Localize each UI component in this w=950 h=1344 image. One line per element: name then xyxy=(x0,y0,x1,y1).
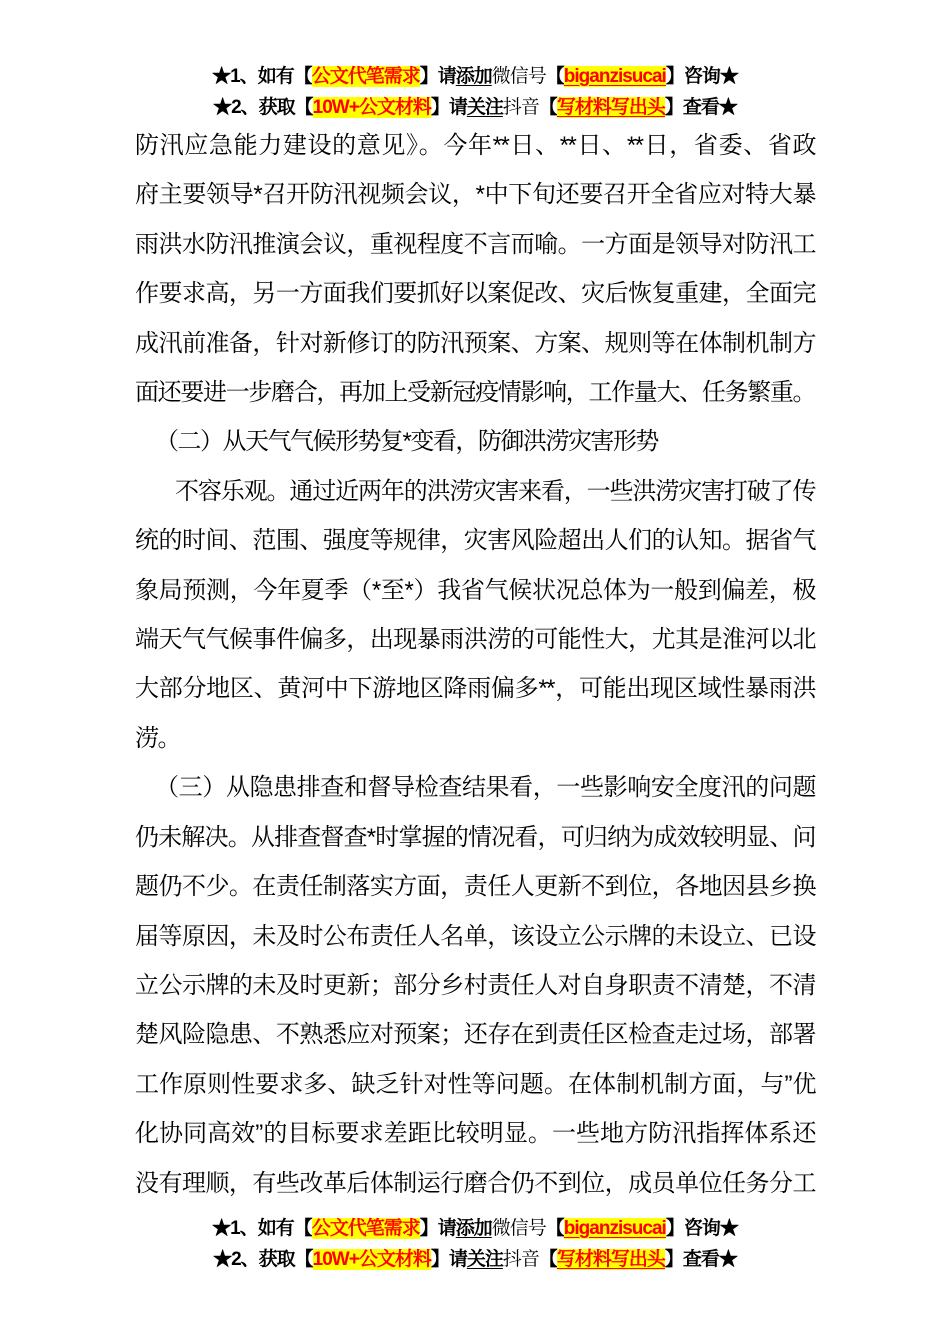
body-line: 题仍不少。在责任制落实方面，责任人更新不到位，各地因县乡换 xyxy=(135,873,815,901)
promo-header-line-2 xyxy=(0,92,950,123)
promo-underline-add: 添加 xyxy=(455,1218,492,1239)
promo-header-line-1 xyxy=(0,61,950,92)
promo-douyin-id: 写材料写出头 xyxy=(556,1249,665,1270)
body-line: 防汛应急能力建设的意见》。今年**日、**日、**日，省委、省政 xyxy=(135,132,815,159)
promo-douyin-label: 抖音 xyxy=(502,97,539,118)
promo-prefix: ★2、获取【 xyxy=(213,97,313,118)
promo-mid: 】请 xyxy=(430,1249,467,1270)
promo-suffix: 】咨询★ xyxy=(665,66,738,87)
promo-prefix: ★2、获取【 xyxy=(213,1249,313,1270)
promo-bracket: 【 xyxy=(545,66,564,87)
promo-mid: 】请 xyxy=(419,66,456,87)
body-line: 楚风险隐患、不熟悉应对预案；还存在到责任区检查走过场，部署 xyxy=(135,1021,815,1049)
body-line: 雨洪水防汛推演会议，重视程度不言而喻。一方面是领导对防汛工 xyxy=(135,230,815,258)
promo-wechat-label: 微信号 xyxy=(491,1218,546,1239)
promo-footer xyxy=(0,1213,950,1275)
promo-header xyxy=(0,61,950,123)
promo-suffix: 】咨询★ xyxy=(665,1218,738,1239)
body-line: 涝。 xyxy=(135,724,180,752)
body-line: 象局预测，今年夏季（*至*）我省气候状况总体为一般到偏差，极 xyxy=(135,576,815,604)
promo-prefix: ★1、如有【 xyxy=(212,1218,312,1239)
body-line: 工作原则性要求多、缺乏针对性等问题。在体制机制方面，与”优 xyxy=(135,1070,815,1098)
body-line-section-3-heading: （三）从隐患排查和督导检查结果看，一些影响安全度汛的问题 xyxy=(155,774,815,802)
promo-footer-line-2 xyxy=(0,1244,950,1275)
promo-mid: 】请 xyxy=(430,97,467,118)
body-line: 统的时间、范围、强度等规律，灾害风险超出人们的认知。据省气 xyxy=(135,527,815,555)
body-line: 面还要进一步磨合，再加上受新冠疫情影响，工作量大、任务繁重。 xyxy=(135,379,815,407)
body-line: 端天气气候事件偏多，出现暴雨洪涝的可能性大，尤其是淮河以北 xyxy=(135,626,815,654)
body-line: 立公示牌的未及时更新；部分乡村责任人对自身职责不清楚，不清 xyxy=(135,971,815,999)
promo-underline-add: 添加 xyxy=(455,66,492,87)
promo-mid: 】请 xyxy=(419,1218,456,1239)
body-line: 成汛前准备，针对新修订的防汛预案、方案、规则等在体制机制方 xyxy=(135,329,815,357)
promo-bracket: 【 xyxy=(538,1249,557,1270)
promo-highlight-materials: 10W+公文材料 xyxy=(312,97,431,118)
body-line: 仍未解决。从排查督查*时掌握的情况看，可归纳为成效较明显、问 xyxy=(135,823,815,851)
document-body xyxy=(135,121,815,1208)
promo-underline-follow: 关注 xyxy=(466,1249,503,1270)
body-line: 不容乐观。通过近两年的洪涝灾害来看，一些洪涝灾害打破了传 xyxy=(175,477,815,505)
promo-prefix: ★1、如有【 xyxy=(212,66,312,87)
body-line: 作要求高，另一方面我们要抓好以案促改、灾后恢复重建，全面完 xyxy=(135,280,815,308)
promo-footer-line-1 xyxy=(0,1213,950,1244)
promo-highlight-service: 公文代笔需求 xyxy=(311,66,420,87)
promo-bracket: 【 xyxy=(538,97,557,118)
promo-douyin-label: 抖音 xyxy=(502,1249,539,1270)
body-line: 没有理顺，有些改革后体制运行磨合仍不到位，成员单位任务分工 xyxy=(135,1169,815,1197)
promo-wechat-id: biganzisucai xyxy=(563,1218,666,1239)
promo-bracket: 【 xyxy=(545,1218,564,1239)
promo-wechat-id: biganzisucai xyxy=(563,66,666,87)
body-line-section-2-heading: （二）从天气气候形势复*变看，防御洪涝灾害形势 xyxy=(155,428,658,456)
body-line: 府主要领导*召开防汛视频会议，*中下旬还要召开全省应对特大暴 xyxy=(135,181,815,209)
body-line: 大部分地区、黄河中下游地区降雨偏多**，可能出现区域性暴雨洪 xyxy=(135,675,815,703)
promo-wechat-label: 微信号 xyxy=(491,66,546,87)
body-line: 届等原因，未及时公布责任人名单，该设立公示牌的未设立、已设 xyxy=(135,922,815,950)
promo-underline-follow: 关注 xyxy=(466,97,503,118)
promo-suffix: 】查看★ xyxy=(664,1249,737,1270)
promo-highlight-materials: 10W+公文材料 xyxy=(312,1249,431,1270)
promo-douyin-id: 写材料写出头 xyxy=(556,97,665,118)
promo-suffix: 】查看★ xyxy=(664,97,737,118)
body-line: 化协同高效”的目标要求差距比较明显。一些地方防汛指挥体系还 xyxy=(135,1120,815,1148)
promo-highlight-service: 公文代笔需求 xyxy=(311,1218,420,1239)
